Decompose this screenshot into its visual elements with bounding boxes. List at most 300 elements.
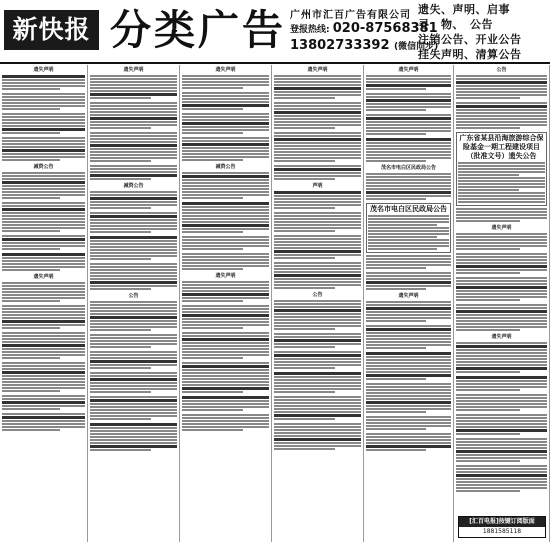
text-line (182, 126, 269, 128)
text-line (274, 372, 361, 375)
classified-notice (2, 202, 85, 232)
text-line (274, 75, 361, 77)
text-line (274, 367, 335, 369)
text-line (274, 201, 361, 203)
text-line (182, 236, 269, 238)
text-line (274, 343, 361, 345)
text-line (182, 396, 269, 399)
classified-notice (274, 396, 361, 420)
text-line (366, 96, 451, 98)
text-line (366, 130, 451, 132)
text-line (90, 105, 177, 107)
text-line (456, 94, 547, 96)
text-line (456, 220, 520, 222)
text-line (2, 260, 85, 262)
text-line (456, 465, 547, 467)
text-line (2, 266, 85, 268)
text-line (2, 305, 85, 307)
text-line (182, 342, 269, 344)
text-line (182, 308, 269, 310)
text-line (274, 78, 361, 80)
text-line (274, 333, 361, 335)
page-title: 分类广告 (110, 6, 286, 54)
text-line (456, 429, 547, 432)
text-line (182, 293, 269, 296)
classified-notice (456, 376, 547, 391)
text-line (182, 206, 269, 208)
classified-notice (366, 138, 451, 162)
text-line (456, 474, 547, 477)
text-line (366, 328, 451, 331)
text-line (90, 406, 177, 408)
text-line (274, 84, 361, 86)
text-line (366, 179, 451, 181)
text-line (456, 317, 547, 319)
text-line (90, 313, 177, 315)
text-line (274, 91, 361, 93)
notice-heading: 遗失声明 (215, 67, 236, 73)
text-line (274, 268, 361, 270)
mobile-number-line (290, 38, 438, 53)
classified-notice (2, 274, 85, 302)
text-line (366, 261, 451, 263)
text-line (182, 242, 269, 244)
text-line (366, 307, 451, 310)
text-line (182, 268, 243, 270)
text-line (2, 429, 60, 431)
text-line (274, 426, 361, 428)
text-line (90, 111, 177, 113)
text-line (90, 114, 177, 116)
text-line (2, 235, 85, 237)
text-line (90, 439, 177, 441)
classified-notice (2, 67, 85, 90)
classified-notice (2, 395, 85, 410)
text-line (456, 320, 547, 322)
text-line (90, 378, 177, 381)
text-line (90, 246, 177, 248)
text-line (366, 117, 451, 120)
text-line (274, 108, 361, 110)
text-line (366, 428, 426, 430)
classified-notice (90, 212, 177, 233)
text-line (274, 154, 361, 156)
text-line (2, 308, 85, 310)
text-line (2, 282, 85, 284)
text-line (366, 124, 451, 126)
text-line (90, 124, 177, 126)
text-line (456, 277, 547, 279)
classified-notice (90, 165, 177, 180)
text-line (182, 369, 269, 371)
text-line (274, 271, 361, 273)
text-line (182, 143, 269, 146)
text-line (2, 335, 85, 337)
text-line (366, 176, 451, 178)
text-line (2, 332, 85, 334)
text-line (2, 128, 85, 131)
text-line (456, 208, 547, 210)
classified-notice (90, 132, 177, 162)
notice-heading: 遗失声明 (215, 273, 236, 279)
text-line (366, 275, 451, 277)
text-line (182, 137, 269, 139)
classified-notice (2, 93, 85, 110)
text-line (366, 127, 451, 129)
text-line (2, 75, 85, 78)
classified-notice (456, 208, 547, 222)
hotline (290, 21, 438, 36)
text-line (458, 180, 545, 182)
text-line (274, 157, 361, 159)
text-line (366, 405, 451, 407)
classified-notice (2, 332, 85, 359)
text-line (456, 290, 547, 292)
text-line (182, 194, 269, 196)
text-line (456, 481, 547, 483)
text-line (366, 148, 451, 150)
text-line (274, 207, 335, 209)
classified-notice (90, 183, 177, 209)
ad-columns (0, 65, 550, 542)
text-line (90, 269, 177, 271)
text-line (456, 121, 547, 123)
text-line (366, 198, 426, 200)
text-line (456, 310, 547, 313)
text-line (366, 267, 426, 269)
text-line (366, 378, 426, 380)
text-line (90, 160, 151, 162)
text-line (456, 102, 547, 104)
text-line (90, 418, 151, 420)
hotline-label: 登报热线: (290, 25, 330, 35)
text-line (456, 118, 547, 120)
text-line (456, 471, 547, 473)
classified-notice (366, 416, 451, 430)
text-line (366, 301, 451, 303)
text-line (182, 406, 269, 408)
mobile-number: 13802733392 (290, 38, 390, 53)
text-line (2, 215, 85, 217)
text-line (90, 165, 177, 167)
text-line (182, 324, 269, 326)
text-line (456, 233, 547, 235)
text-line (182, 265, 269, 267)
text-line (90, 343, 177, 345)
text-line (90, 102, 177, 104)
text-line (182, 335, 269, 337)
text-line (2, 140, 85, 142)
text-line (182, 113, 269, 115)
text-line (456, 299, 520, 301)
text-line (366, 445, 451, 448)
text-line (90, 84, 177, 86)
text-line (90, 266, 177, 268)
text-line (274, 405, 361, 407)
text-line (2, 172, 85, 174)
text-line (368, 242, 449, 244)
text-line (2, 197, 60, 199)
text-line (456, 386, 547, 388)
classified-notice (456, 438, 547, 462)
text-line (274, 300, 361, 302)
text-line (456, 342, 547, 344)
notice-heading: 减资公告 (33, 164, 54, 170)
text-line (182, 197, 243, 199)
text-line (90, 385, 177, 387)
text-line (456, 367, 547, 370)
text-line (366, 285, 451, 287)
text-line (2, 185, 85, 187)
text-line (90, 449, 151, 451)
text-line (274, 221, 361, 223)
text-line (456, 376, 547, 379)
text-line (2, 401, 85, 404)
classified-notice (366, 272, 451, 290)
text-line (368, 215, 449, 217)
text-line (456, 124, 547, 126)
text-line (182, 175, 269, 178)
text-line (90, 281, 177, 284)
notice-heading: 遗失声明 (491, 334, 512, 340)
category-item: 挂失声明、清算公告 (418, 48, 522, 61)
text-line (2, 248, 60, 250)
text-line (2, 238, 85, 241)
text-line (2, 338, 85, 340)
text-line (456, 361, 547, 363)
text-line (366, 422, 451, 424)
text-line (274, 408, 361, 410)
text-line (456, 211, 547, 213)
text-line (458, 186, 545, 188)
text-line (366, 88, 426, 90)
classified-notice (366, 165, 451, 200)
text-line (366, 272, 451, 274)
text-line (90, 388, 177, 390)
text-line (366, 99, 451, 102)
text-line (456, 329, 520, 331)
text-line (368, 236, 437, 238)
text-line (2, 146, 85, 148)
classified-notice (456, 394, 547, 411)
text-line (274, 160, 335, 162)
text-line (458, 183, 545, 185)
classified-notice (274, 132, 361, 162)
text-line (2, 191, 85, 193)
text-line (274, 118, 361, 120)
classified-notice (182, 236, 269, 250)
text-line (274, 379, 361, 381)
text-line (274, 376, 361, 378)
notice-heading: 遗失声明 (33, 274, 54, 280)
text-line (366, 449, 426, 451)
classified-notice (90, 263, 177, 290)
text-line (2, 365, 85, 367)
classified-notice (90, 67, 177, 99)
text-line (456, 349, 547, 351)
text-line (182, 228, 269, 230)
text-line (2, 408, 60, 410)
text-line (274, 442, 361, 444)
text-line (274, 274, 361, 277)
classified-notice (366, 93, 451, 111)
text-line (458, 174, 519, 176)
text-line (368, 230, 449, 232)
text-line (2, 132, 60, 134)
text-line (458, 165, 545, 167)
subscription-label: [汇百电报]按键订阅版面 (459, 517, 545, 527)
text-line (90, 228, 177, 230)
text-line (274, 309, 361, 312)
classified-notice (182, 414, 269, 431)
notice-heading: 声明 (312, 183, 323, 189)
text-line (274, 168, 361, 171)
text-line (90, 403, 177, 405)
text-line (366, 93, 451, 95)
text-line (90, 215, 177, 218)
text-line (182, 338, 269, 341)
text-line (182, 104, 269, 107)
text-line (182, 172, 269, 174)
text-line (366, 401, 451, 404)
text-line (456, 112, 547, 114)
category-list (418, 2, 550, 62)
text-line (274, 135, 361, 137)
classified-notice (2, 137, 85, 161)
text-line (182, 314, 269, 317)
text-line (2, 175, 85, 177)
text-line (274, 241, 361, 243)
classified-notice (182, 305, 269, 329)
text-line (368, 221, 449, 223)
text-line (182, 231, 243, 233)
text-line (2, 119, 85, 121)
text-line (274, 265, 361, 267)
text-line (2, 149, 85, 152)
text-line (274, 102, 361, 104)
classified-notice (366, 352, 451, 380)
text-line (366, 392, 451, 394)
ad-column (0, 65, 88, 542)
text-line (456, 248, 520, 250)
text-line (182, 92, 269, 94)
text-line (90, 108, 177, 110)
text-line (366, 371, 451, 373)
text-line (90, 442, 177, 444)
text-line (456, 217, 547, 219)
text-line (182, 209, 269, 211)
classified-notice (90, 396, 177, 420)
text-line (90, 357, 177, 359)
text-line (274, 351, 361, 353)
text-line (456, 400, 547, 402)
text-line (2, 99, 85, 101)
text-line (90, 364, 177, 366)
text-line (90, 263, 177, 265)
text-line (274, 396, 361, 398)
text-line (366, 255, 451, 257)
text-line (456, 236, 547, 238)
text-line (90, 219, 177, 221)
text-line (274, 191, 361, 194)
text-line (274, 175, 361, 177)
text-line (274, 361, 361, 363)
text-line (90, 320, 177, 322)
classified-notice (2, 253, 85, 271)
text-line (456, 358, 547, 360)
text-line (456, 91, 547, 93)
text-line (90, 81, 177, 83)
text-line (90, 204, 177, 206)
text-line (456, 490, 520, 492)
text-line (182, 300, 243, 302)
text-line (90, 174, 177, 177)
ad-column (454, 65, 550, 542)
classified-notice (366, 67, 451, 90)
ad-column (180, 65, 272, 542)
text-line (456, 296, 547, 298)
text-line (90, 346, 151, 348)
text-line (182, 262, 269, 264)
text-line (458, 177, 545, 179)
text-line (274, 402, 361, 404)
text-line (366, 133, 426, 135)
text-line (456, 272, 520, 274)
text-line (90, 304, 177, 306)
text-line (366, 264, 451, 266)
text-line (456, 286, 547, 289)
text-line (456, 283, 547, 285)
text-line (90, 372, 177, 374)
text-line (90, 436, 177, 438)
text-line (90, 301, 177, 303)
text-line (90, 127, 151, 129)
classified-notice (456, 225, 547, 250)
text-line (90, 154, 177, 156)
text-line (456, 304, 547, 306)
text-line (274, 322, 361, 324)
classified-notice (456, 102, 547, 129)
text-line (2, 354, 85, 356)
text-line (90, 78, 177, 80)
text-line (90, 197, 177, 200)
text-line (366, 352, 451, 355)
classified-notice (274, 67, 361, 99)
text-line (90, 201, 177, 203)
text-line (456, 454, 547, 456)
classified-notice (182, 396, 269, 411)
text-line (458, 201, 545, 203)
text-line (274, 227, 361, 229)
text-line (456, 364, 547, 366)
text-line (368, 248, 437, 250)
text-line (182, 362, 269, 364)
text-line (366, 332, 451, 334)
text-line (274, 81, 361, 83)
text-line (182, 290, 269, 292)
text-line (274, 127, 335, 129)
text-line (2, 317, 85, 319)
text-line (182, 87, 243, 89)
text-line (182, 122, 269, 125)
text-line (2, 227, 85, 229)
text-line (2, 426, 85, 428)
text-line (366, 362, 451, 364)
classified-notice (366, 325, 451, 349)
text-line (90, 334, 177, 336)
text-line (2, 178, 85, 180)
text-line (366, 365, 451, 367)
